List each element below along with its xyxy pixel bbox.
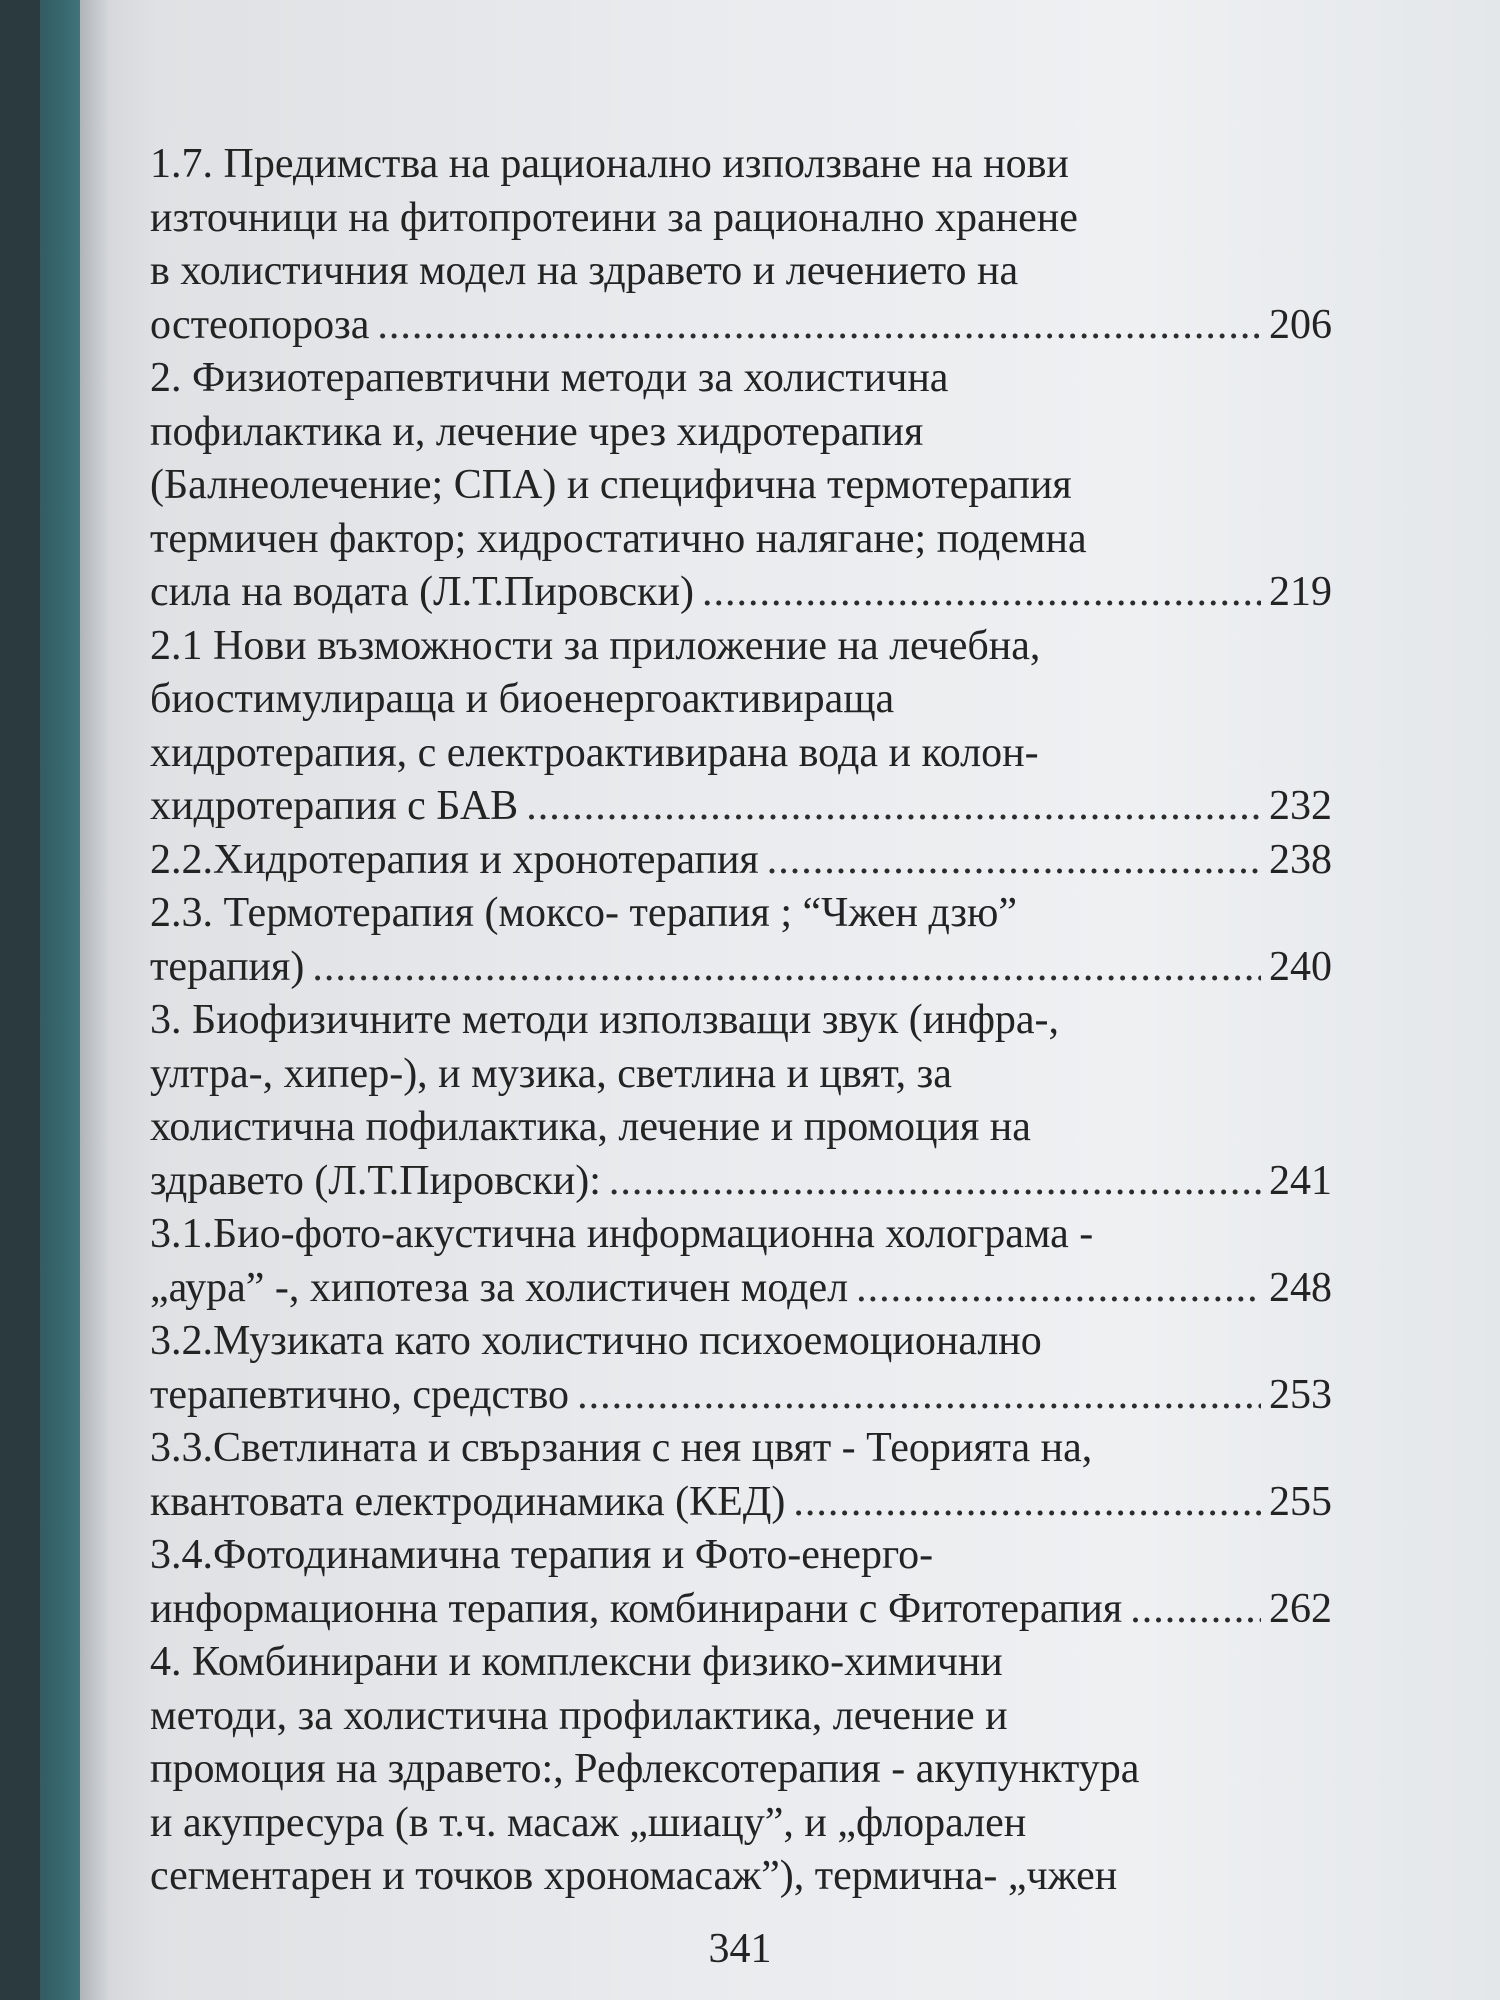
toc-entry-text: 3.2.Музиката като холистично психоемоционално — [150, 1318, 1042, 1364]
dot-leader — [526, 780, 1261, 834]
toc-entry-last-line — [150, 834, 1332, 888]
toc-entry-text: 4. Комбинирани и комплексни физико-химични — [150, 1639, 1003, 1685]
toc-entry — [150, 1315, 1332, 1422]
toc-entry-page: 262 — [1269, 1585, 1332, 1632]
toc-entry-text: пофилактика и, лечение чрез хидротерапия — [150, 408, 924, 455]
toc-entry-last-line — [150, 566, 1332, 620]
dot-leader — [793, 1476, 1261, 1530]
toc-entry-text: 1.7. Предимства на рационално използване на нови — [150, 141, 1069, 187]
toc-entry-page: 253 — [1269, 1371, 1332, 1418]
toc-entry-last-line — [150, 780, 1332, 834]
dot-leader — [377, 299, 1261, 353]
toc-entry — [150, 887, 1332, 994]
toc-entry-page: 206 — [1269, 301, 1332, 348]
toc-entry-text: термичен фактор; хидростатично налягане; подемна — [150, 515, 1087, 562]
toc-entry-text: 2.3. Термотерапия (моксо- терапия ; “Чжен дзю” — [150, 890, 1018, 936]
toc-entry-text: източници на фитопротеини за рационално хранене — [150, 194, 1078, 241]
toc-entry — [150, 352, 1332, 620]
toc-entry-text: 3.4.Фотодинамична терапия и Фото-енерго- — [150, 1532, 934, 1578]
toc-entry-text: хидротерапия с БАВ — [150, 783, 519, 829]
toc-entry-text: 3. Биофизичните методи използващи звук (инфра-, — [150, 997, 1060, 1043]
toc-entry-last-line — [150, 941, 1332, 995]
toc-entry-page: 238 — [1269, 836, 1332, 883]
toc-entry — [150, 1529, 1332, 1636]
page-gutter-shadow — [40, 0, 110, 2000]
dot-leader — [312, 941, 1261, 995]
toc-entry-text: и акупресура (в т.ч. масаж „шиацу”, и „флорален — [150, 1799, 1027, 1846]
toc-entry-page: 240 — [1269, 943, 1332, 990]
toc-entry-text: холистична пофилактика, лечение и промоция на — [150, 1104, 1031, 1150]
toc-entry-text: 2. Физиотерапевтични методи за холистична — [150, 355, 949, 401]
toc-entry-text: информационна терапия, комбинирани с Фитотерапия — [150, 1585, 1123, 1632]
toc-entry-text: здравето (Л.Т.Пировски): — [150, 1157, 601, 1204]
toc-entry-text: 3.3.Светлината и свързания с нея цвят - Теорията на, — [150, 1425, 1093, 1471]
dot-leader — [767, 834, 1261, 888]
page-number: 341 — [708, 1926, 772, 1972]
dot-leader — [577, 1369, 1261, 1423]
toc-entry-text: 3.1.Био-фото-акустична информационна холограма - — [150, 1211, 1094, 1257]
dot-leader — [1130, 1583, 1261, 1637]
toc-entry-last-line — [150, 299, 1332, 353]
toc-entry — [150, 834, 1332, 888]
toc-entry-page: 241 — [1269, 1157, 1332, 1204]
toc-entry — [150, 994, 1332, 1208]
toc-entry-text: ултра-, хипер-), и музика, светлина и цвят, за — [150, 1050, 952, 1097]
toc-entry — [150, 1636, 1332, 1904]
table-of-contents — [150, 138, 1332, 1904]
toc-entry-text: „аура” -, хипотеза за холистичен модел — [150, 1264, 849, 1311]
toc-entry-text: в холистичния модел на здравето и лечението на — [150, 248, 1019, 294]
toc-entry-text: остеопороза — [150, 301, 370, 348]
toc-entry — [150, 1208, 1332, 1315]
toc-entry-last-line — [150, 1369, 1332, 1423]
toc-entry — [150, 138, 1332, 352]
toc-entry-page: 219 — [1269, 569, 1332, 615]
dot-leader — [702, 566, 1261, 620]
toc-entry-text: сила на водата (Л.Т.Пировски) — [150, 569, 694, 615]
toc-entry-text: методи, за холистична профилактика, лечение и — [150, 1692, 1008, 1739]
toc-entry-text: квантовата електродинамика (КЕД) — [150, 1478, 786, 1525]
toc-entry-last-line — [150, 1476, 1332, 1530]
toc-entry-page: 232 — [1269, 783, 1332, 829]
toc-entry-page: 248 — [1269, 1264, 1332, 1311]
dot-leader — [856, 1262, 1261, 1316]
toc-entry — [150, 620, 1332, 834]
toc-entry-text: промоция на здравето:, Рефлексотерапия - акупунктура — [150, 1746, 1140, 1792]
toc-entry-page: 255 — [1269, 1478, 1332, 1525]
toc-entry-text: биостимулираща и биоенергоактивираща — [150, 676, 895, 722]
toc-entry-last-line — [150, 1155, 1332, 1209]
toc-entry-text: терапия) — [150, 943, 305, 990]
toc-entry-text: терапевтично, средство — [150, 1371, 570, 1418]
toc-entry-text: сегментарен и точков хрономасаж”), термична- „чжен — [150, 1853, 1118, 1899]
toc-entry-last-line — [150, 1262, 1332, 1316]
dot-leader — [609, 1155, 1261, 1209]
toc-entry-text: 2.1 Нови възможности за приложение на лечебна, — [150, 622, 1041, 669]
toc-entry-text: 2.2.Хидротерапия и хронотерапия — [150, 836, 759, 883]
toc-entry — [150, 1422, 1332, 1529]
toc-entry-text: (Балнеолечение; СПА) и специфична термотерапия — [150, 462, 1072, 508]
toc-entry-last-line — [150, 1583, 1332, 1637]
toc-entry-text: хидротерапия, с електроактивирана вода и колон- — [150, 729, 1039, 776]
